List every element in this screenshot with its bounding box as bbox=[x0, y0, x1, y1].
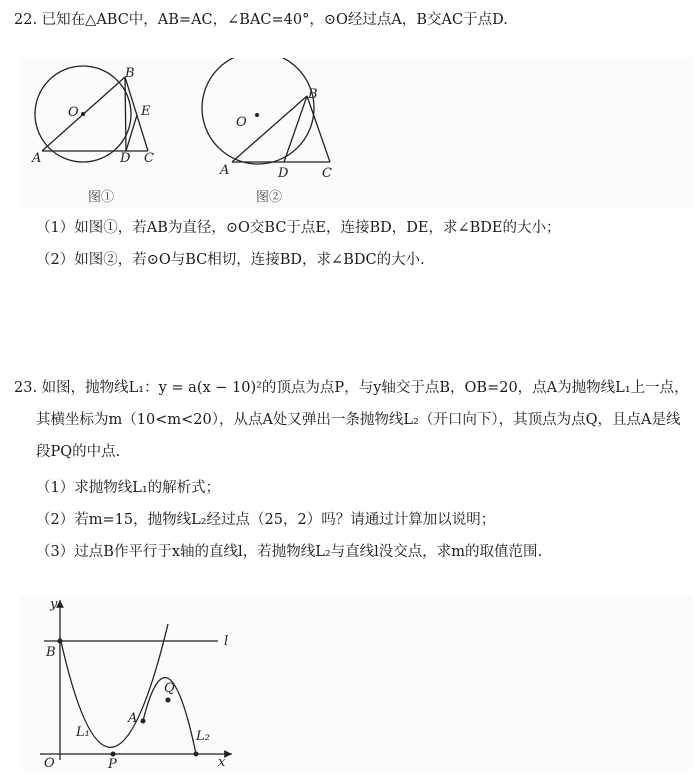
fig2-caption: 图② bbox=[256, 190, 283, 205]
fig2-label-c: C bbox=[322, 166, 332, 181]
label-l1: L₁ bbox=[76, 725, 90, 740]
q23-parabola-figure bbox=[20, 596, 692, 770]
fig1-line-bd bbox=[125, 77, 126, 151]
point-l2-root bbox=[194, 752, 199, 757]
q23-sub3: （3）过点B作平行于x轴的直线l，若抛物线L₂与直线l没交点，求m的取值范围. bbox=[36, 544, 543, 560]
q23-line1: 23. 如图，抛物线L₁：y = a(x − 10)²的顶点为点P，与y轴交于点B，OB=20，点A为抛物线L₁上一点， bbox=[14, 380, 689, 396]
fig1-label-d: D bbox=[120, 151, 131, 166]
q22-sub1: （1）如图①，若AB为直径，⊙O交BC于点E，连接BD，DE，求∠BDE的大小； bbox=[36, 220, 561, 236]
fig1-center-dot bbox=[81, 112, 85, 116]
label-l2: L₂ bbox=[196, 729, 210, 744]
label-q: Q bbox=[164, 681, 175, 696]
fig2-label-o: O bbox=[236, 115, 247, 130]
q23-line2: 其横坐标为m（10<m<20），从点A处又弹出一条抛物线L₂（开口向下），其顶点为点Q，且点A是线 bbox=[36, 412, 681, 428]
label-a: A bbox=[128, 711, 138, 726]
label-o: O bbox=[44, 756, 55, 770]
fig2-circle bbox=[202, 58, 314, 164]
q22-sub2: （2）如图②，若⊙O与BC相切，连接BD，求∠BDC的大小. bbox=[36, 252, 425, 268]
fig2-label-b: B bbox=[308, 87, 318, 102]
point-a bbox=[141, 719, 146, 724]
point-b bbox=[58, 639, 63, 644]
figure-2 bbox=[202, 58, 330, 164]
q22-figure-1-2 bbox=[20, 58, 692, 208]
fig1-label-a: A bbox=[32, 151, 42, 166]
q23-line3: 段PQ的中点. bbox=[36, 444, 121, 460]
q22-figures bbox=[20, 58, 692, 208]
label-b: B bbox=[46, 645, 56, 660]
label-y: y bbox=[50, 597, 58, 612]
q22-statement: 22. 已知在△ABC中，AB=AC，∠BAC=40°，⊙O经过点A，B交AC于点D. bbox=[14, 12, 508, 28]
label-x: x bbox=[218, 755, 226, 770]
fig1-label-c: C bbox=[144, 151, 154, 166]
fig2-label-a: A bbox=[220, 163, 230, 178]
fig2-center-dot bbox=[255, 113, 259, 117]
fig1-label-b: B bbox=[125, 66, 135, 81]
fig2-label-d: D bbox=[278, 166, 289, 181]
fig1-label-o: O bbox=[68, 105, 79, 120]
label-l: l bbox=[224, 634, 229, 649]
q23-figure bbox=[20, 596, 692, 770]
q23-sub1: （1）求抛物线L₁的解析式； bbox=[36, 480, 221, 496]
label-p: P bbox=[108, 757, 117, 770]
fig1-label-e: E bbox=[141, 104, 151, 119]
point-q bbox=[166, 698, 171, 703]
fig1-caption: 图① bbox=[88, 190, 115, 205]
point-p bbox=[111, 752, 116, 757]
q23-sub2: （2）若m=15，抛物线L₂经过点（25，2）吗？请通过计算加以说明； bbox=[36, 512, 496, 528]
